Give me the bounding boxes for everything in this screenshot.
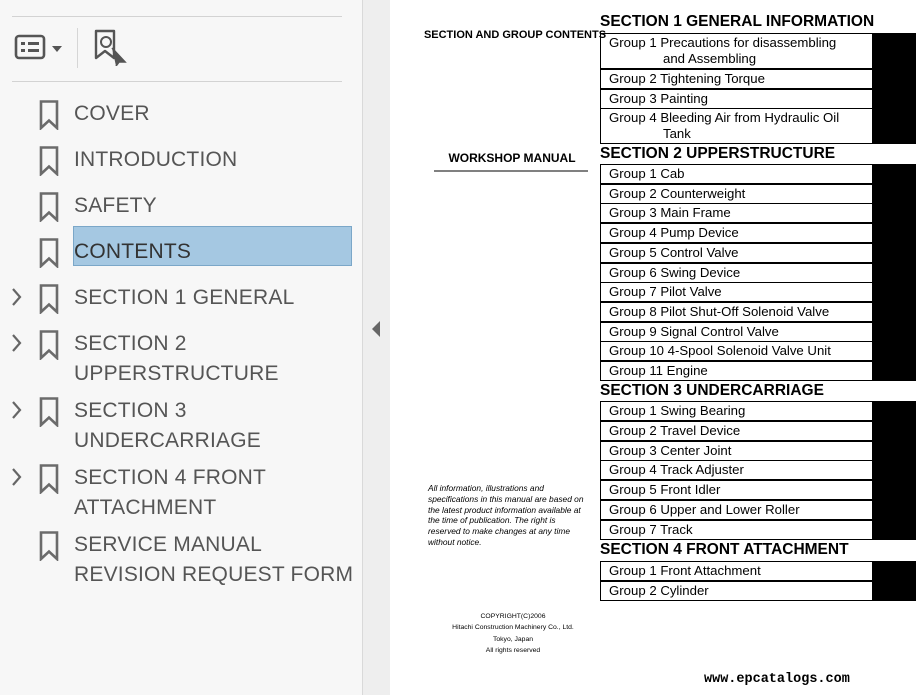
chevron-down-icon <box>52 46 62 52</box>
group-label[interactable] <box>601 442 873 460</box>
group-row[interactable] <box>600 263 916 283</box>
list-options-icon <box>14 32 64 64</box>
thumb-index-tab <box>873 204 915 222</box>
group-label-line: Group 6 Swing Device <box>609 265 741 280</box>
group-label[interactable] <box>601 521 873 539</box>
copyright-block <box>430 611 596 657</box>
group-label[interactable] <box>601 402 873 420</box>
group-label-line: Group 1 Swing Bearing <box>609 403 746 418</box>
bookmark-label[interactable]: SAFETY <box>74 194 157 217</box>
copyright-company: Hitachi Construction Machinery Co., Ltd. <box>452 624 574 632</box>
group-label[interactable] <box>601 185 873 203</box>
bookmarks-toolbar <box>12 28 342 68</box>
bookmark-icon <box>38 146 60 176</box>
panel-collapse-bar[interactable] <box>362 0 390 695</box>
thumb-index-tab <box>873 501 915 519</box>
watermark-url: www.epcatalogs.com <box>704 672 850 687</box>
thumb-index-tab <box>873 185 915 203</box>
chevron-right-icon[interactable] <box>9 397 25 423</box>
chevron-right-icon[interactable] <box>9 330 25 356</box>
chevron-right-icon[interactable] <box>9 464 25 490</box>
disclaimer-text: All information, illustrations and specifications in this manual are based on the latest product information available at the time of publication. The right is reserved to make changes at any time without notice. <box>428 483 584 547</box>
title-underline <box>434 170 588 172</box>
group-row[interactable] <box>600 480 916 500</box>
group-label-line: Group 1 Front Attachment <box>609 563 761 578</box>
thumb-index-tab <box>873 303 915 321</box>
group-label-line: Group 2 Counterweight <box>609 186 746 201</box>
sidebar-divider <box>12 81 342 82</box>
thumb-index-tab <box>873 244 915 262</box>
group-row[interactable] <box>600 561 916 581</box>
group-label[interactable] <box>601 461 873 479</box>
options-button[interactable] <box>14 32 64 64</box>
thumb-index-tab <box>873 442 915 460</box>
group-label-line: Group 3 Main Frame <box>609 205 731 220</box>
section-title: SECTION 2 UPPERSTRUCTURE <box>600 145 836 162</box>
workshop-manual-title: WORKSHOP MANUAL <box>448 151 576 165</box>
group-label-continuation: and Assembling <box>663 50 757 66</box>
bookmark-label[interactable]: SECTION 1 GENERAL <box>74 286 295 309</box>
group-row[interactable] <box>600 282 916 302</box>
group-row[interactable] <box>600 184 916 204</box>
bookmark-icon <box>38 192 60 222</box>
thumb-index-tab <box>873 70 915 88</box>
bookmark-icon <box>38 238 60 268</box>
group-label-line: Group 7 Track <box>609 522 693 537</box>
thumb-index-tab <box>873 422 915 440</box>
bookmark-icon <box>38 284 60 314</box>
chevron-right-icon[interactable] <box>9 284 25 310</box>
find-bookmark-button[interactable] <box>92 28 128 66</box>
bookmark-icon <box>38 330 60 360</box>
group-label-line: Group 4 Track Adjuster <box>609 462 744 477</box>
group-label[interactable] <box>601 323 873 341</box>
group-row[interactable] <box>600 460 916 480</box>
group-label-line: Group 4 Pump Device <box>609 225 739 240</box>
group-label[interactable] <box>601 204 873 222</box>
group-label-line: Group 5 Control Valve <box>609 245 739 260</box>
toolbar-divider <box>77 28 78 68</box>
group-row[interactable] <box>600 520 916 540</box>
document-page <box>390 0 916 695</box>
sidebar-divider-top <box>12 16 342 17</box>
group-row[interactable] <box>600 581 916 601</box>
section-group-contents-title: SECTION AND GROUP CONTENTS <box>423 29 607 41</box>
group-row[interactable] <box>600 108 916 144</box>
group-row[interactable] <box>600 361 916 381</box>
group-row[interactable] <box>600 322 916 342</box>
group-label-line: Group 11 Engine <box>609 363 708 378</box>
group-label-continuation: Tank <box>663 125 691 141</box>
group-label[interactable] <box>601 264 873 282</box>
group-label[interactable] <box>601 481 873 499</box>
copyright-rights: All rights reserved <box>485 647 541 655</box>
bookmarks-panel <box>0 0 362 695</box>
group-label[interactable] <box>601 342 873 360</box>
bookmark-label[interactable]: SECTION 4 FRONT ATTACHMENT <box>74 466 266 519</box>
thumb-index-tab <box>873 90 915 108</box>
group-label[interactable] <box>601 224 873 242</box>
group-label-line: Group 2 Cylinder <box>609 583 709 598</box>
thumb-index-tab <box>873 582 915 600</box>
thumb-index-tab <box>873 34 915 68</box>
thumb-index-tab <box>873 323 915 341</box>
group-label-line: Group 1 Precautions for disassembling <box>609 35 837 50</box>
group-label[interactable] <box>601 70 873 88</box>
copyright-line: COPYRIGHT(C)2006 <box>480 613 546 620</box>
thumb-index-tab <box>873 481 915 499</box>
group-label-line: Group 2 Tightening Torque <box>609 71 765 86</box>
group-label-line: Group 3 Painting <box>609 91 708 106</box>
group-label[interactable] <box>601 501 873 519</box>
group-row[interactable] <box>600 164 916 184</box>
bookmark-label[interactable]: COVER <box>74 102 150 125</box>
group-row[interactable] <box>600 223 916 243</box>
group-label-line: Group 7 Pilot Valve <box>609 284 722 299</box>
group-label-line: Group 6 Upper and Lower Roller <box>609 502 800 517</box>
group-row[interactable] <box>600 69 916 89</box>
group-label[interactable] <box>601 283 873 301</box>
thumb-index-tab <box>873 461 915 479</box>
thumb-index-tab <box>873 264 915 282</box>
bookmark-icon <box>38 397 60 427</box>
bookmark-label[interactable]: INTRODUCTION <box>74 148 238 171</box>
group-label[interactable] <box>601 362 873 380</box>
bookmark-icon <box>38 464 60 494</box>
group-label[interactable] <box>601 562 873 580</box>
thumb-index-tab <box>873 165 915 183</box>
thumb-index-tab <box>873 283 915 301</box>
group-row[interactable] <box>600 33 916 69</box>
bookmark-icon <box>38 100 60 130</box>
group-label[interactable] <box>601 90 873 108</box>
section-title: SECTION 3 UNDERCARRIAGE <box>600 382 824 399</box>
bookmark-label[interactable]: SECTION 3 UNDERCARRIAGE <box>74 399 261 452</box>
group-row[interactable] <box>600 243 916 263</box>
group-row[interactable] <box>600 500 916 520</box>
group-row[interactable] <box>600 401 916 421</box>
group-label-line: Group 5 Front Idler <box>609 482 721 497</box>
group-label-line: Group 1 Cab <box>609 166 685 181</box>
collapse-left-icon[interactable] <box>371 320 381 338</box>
group-row[interactable] <box>600 441 916 461</box>
thumb-index-tab <box>873 362 915 380</box>
bookmark-label[interactable]: SERVICE MANUAL REVISION REQUEST FORM <box>74 533 354 586</box>
thumb-index-tab <box>873 402 915 420</box>
copyright-location: Tokyo, Japan <box>492 635 534 643</box>
thumb-index-tab <box>873 521 915 539</box>
group-row[interactable] <box>600 203 916 223</box>
bookmark-label[interactable]: SECTION 2 UPPERSTRUCTURE <box>74 332 279 385</box>
group-row[interactable] <box>600 89 916 109</box>
group-label-line: Group 9 Signal Control Valve <box>609 324 779 339</box>
bookmark-icon <box>38 531 60 561</box>
group-label-line: Group 8 Pilot Shut-Off Solenoid Valve <box>609 304 830 319</box>
group-label[interactable] <box>601 34 873 68</box>
group-row[interactable] <box>600 421 916 441</box>
section-title: SECTION 1 GENERAL INFORMATION <box>600 13 875 30</box>
group-label[interactable] <box>601 582 873 600</box>
group-label-line: Group 4 Bleeding Air from Hydraulic Oil <box>609 110 840 125</box>
thumb-index-tab <box>873 562 915 580</box>
group-label[interactable] <box>601 422 873 440</box>
thumb-index-tab <box>873 109 915 143</box>
group-row[interactable] <box>600 341 916 361</box>
thumb-index-tab <box>873 342 915 360</box>
find-bookmark-icon <box>92 28 128 66</box>
group-label[interactable] <box>601 165 873 183</box>
group-label-line: Group 10 4-Spool Solenoid Valve Unit <box>609 343 831 358</box>
group-label[interactable] <box>601 109 873 143</box>
group-label-line: Group 2 Travel Device <box>609 423 741 438</box>
group-label-line: Group 3 Center Joint <box>609 443 732 458</box>
thumb-index-tab <box>873 224 915 242</box>
group-label[interactable] <box>601 303 873 321</box>
section-title: SECTION 4 FRONT ATTACHMENT <box>600 541 849 558</box>
group-label[interactable] <box>601 244 873 262</box>
bookmark-label[interactable]: CONTENTS <box>74 240 192 263</box>
group-row[interactable] <box>600 302 916 322</box>
